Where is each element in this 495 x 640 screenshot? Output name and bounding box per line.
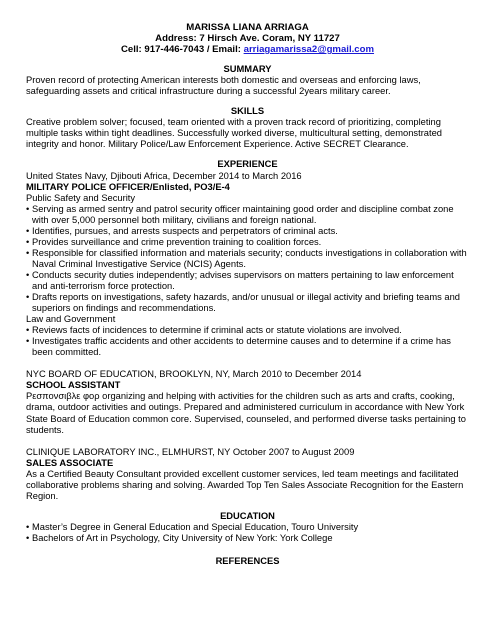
list-item: • Bachelors of Art in Psychology, City University of New York: York College xyxy=(26,532,333,543)
summary-heading: SUMMARY xyxy=(223,64,272,75)
bullet-icon: • xyxy=(26,247,30,258)
job-title: MILITARY POLICE OFFICER/Enlisted, PO3/E-4 xyxy=(26,181,230,192)
skills-text: Creative problem solver; focused, team oriented with a proven track record of prioritizing, completing multiple tasks within tight deadlines. Successfully worked diverse, multicultural setting, demonstrated integrity and honor. Military Police/Law Enforcement Experience. Active SECRET Clearance. xyxy=(26,117,442,150)
contact-line xyxy=(26,44,469,55)
list-item: • Serving as armed sentry and patrol security officer maintaining good order and discipline combat zone with over 5,000 personnel both military, civilians and foreign national. xyxy=(26,203,454,225)
experience-heading: EXPERIENCE xyxy=(217,159,278,170)
bullet-icon: • xyxy=(26,236,30,247)
list-item: • Master’s Degree in General Education and Special Education, Touro University xyxy=(26,521,359,532)
bullet-icon: • xyxy=(26,325,30,336)
list-item: • Responsible for classified information and materials security; conducts investigations in collaboration with Naval Criminal Investigative Service (NCIS) Agents. xyxy=(26,247,467,269)
job-title: SCHOOL ASSISTANT xyxy=(26,380,121,391)
bullet-icon: • xyxy=(26,292,30,303)
bullet-icon: • xyxy=(26,532,30,543)
address-line: Address: 7 Hirsch Ave. Coram, NY 11727 xyxy=(155,33,340,45)
job-title: SALES ASSOCIATE xyxy=(26,457,114,468)
job-entry xyxy=(26,171,469,359)
list-item: • Investigates traffic accidents and other accidents to determine causes and to determine if a crime has been committed. xyxy=(26,336,451,358)
candidate-name: MARISSA LIANA ARRIAGA xyxy=(186,22,309,33)
job-subheading: Law and Government xyxy=(26,314,116,325)
job-org: CLINIQUE LABORATORY INC., ELMHURST, NY October 2007 to August 2009 xyxy=(26,446,355,457)
list-item: • Conducts security duties independently; advises supervisors on matters pertaining to law enforcement and anti-terrorism force protection. xyxy=(26,269,454,291)
email-link[interactable]: arriagamarissa2@gmail.com xyxy=(243,44,375,56)
job-entry xyxy=(26,447,469,502)
list-item: • Reviews facts of incidences to determine if criminal acts or statute violations are involved. xyxy=(26,325,402,336)
job-description: Ρεσπονσιβλε φορ organizing and helping with activities for the children such as arts and crafts, cooking, drama, outdoor activities and outings. Prepared and administered curriculum in accordance with New York State Board of Education common core. Supervised, counseled, and performed diverse tasks pertaining to students. xyxy=(26,391,466,435)
list-item: • Identifies, pursues, and arrests suspects and perpetrators of criminal acts. xyxy=(26,225,338,236)
references-heading: REFERENCES xyxy=(215,555,280,566)
cell-text: Cell: 917-446-7043 / Email: xyxy=(120,44,244,56)
summary-text: Proven record of protecting American interests both domestic and overseas and enforcing laws, safeguarding assets and critical infrastructure during a successful 2years military career. xyxy=(26,75,421,97)
bullet-icon: • xyxy=(26,203,30,214)
job-entry xyxy=(26,369,469,435)
skills-heading: SKILLS xyxy=(230,106,265,117)
list-item: • Provides surveillance and crime prevention training to coalition forces. xyxy=(26,236,322,247)
bullet-icon: • xyxy=(26,225,30,236)
job-description: As a Certified Beauty Consultant provided excellent customer services, led team meetings and facilitated collaborative problems sharing and solving. Awarded Top Ten Sales Associate Recognition for the Eastern Region. xyxy=(26,468,464,501)
list-item: • Drafts reports on investigations, safety hazards, and/or unusual or illegal activity and briefing teams and superiors on findings and recommendations. xyxy=(26,292,460,314)
job-org: NYC BOARD OF EDUCATION, BROOKLYN, NY, March 2010 to December 2014 xyxy=(26,369,362,380)
job-org: United States Navy, Djibouti Africa, December 2014 to March 2016 xyxy=(26,170,302,181)
bullet-icon: • xyxy=(26,336,30,347)
bullet-icon: • xyxy=(26,521,30,532)
bullet-icon: • xyxy=(26,269,30,280)
education-heading: EDUCATION xyxy=(220,510,275,521)
job-subheading: Public Safety and Security xyxy=(26,192,136,203)
